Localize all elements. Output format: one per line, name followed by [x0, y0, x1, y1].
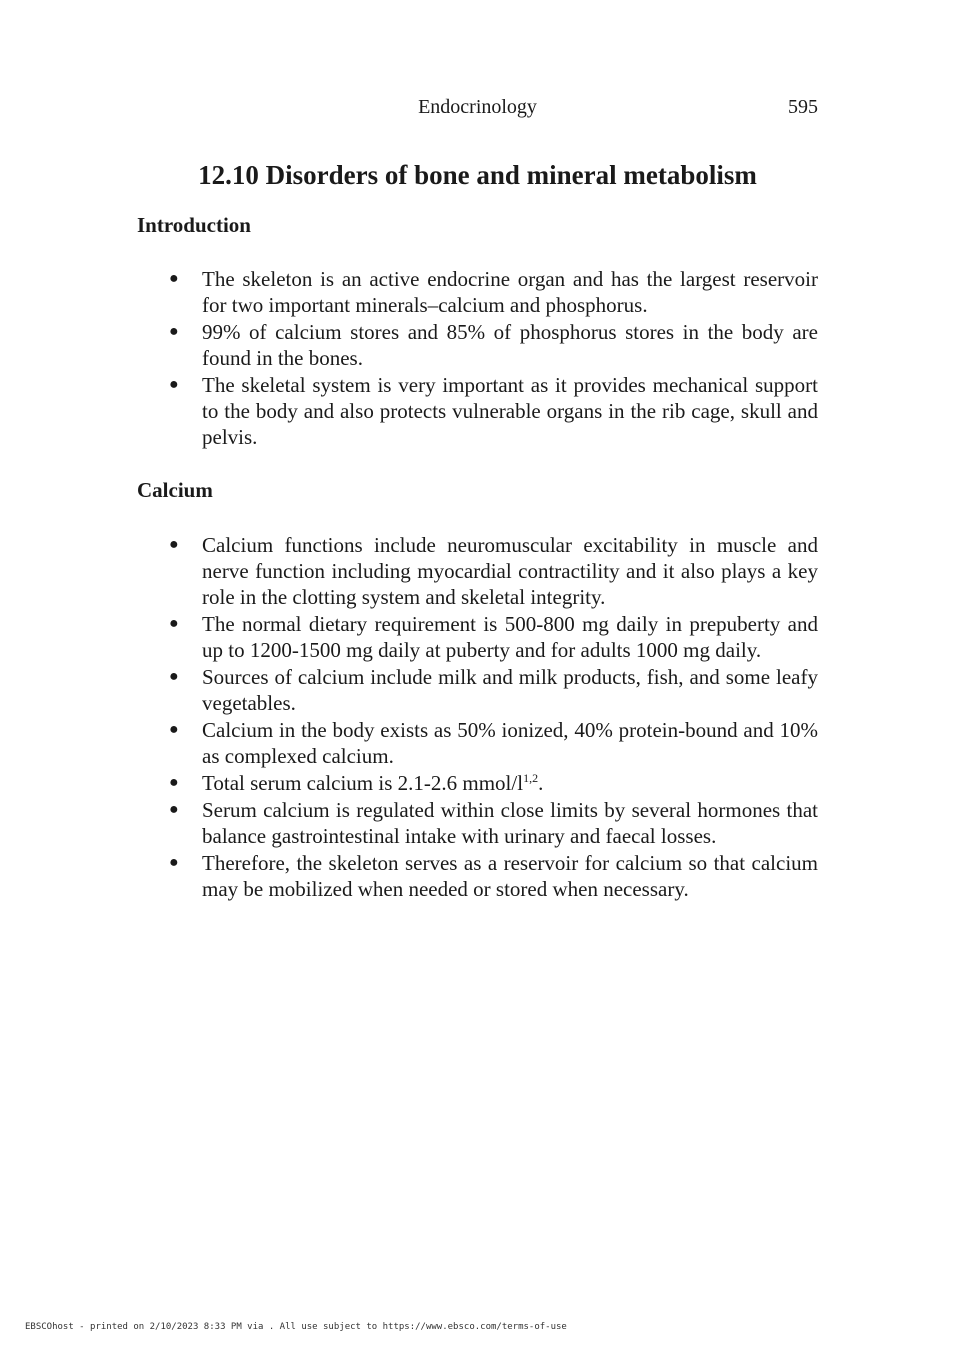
bullet-icon: ● [169, 536, 179, 553]
list-item [165, 850, 818, 902]
list-item-text: Serum calcium is regulated within close limits by several hormones that balance gastrointestinal intake with urinary and faecal losses. [202, 798, 818, 848]
list-item [165, 717, 818, 769]
running-header [137, 96, 818, 122]
page-number: 595 [788, 96, 818, 118]
bullet-icon: ● [169, 721, 179, 738]
bullet-icon: ● [169, 774, 179, 791]
list-item-text: Total serum calcium is 2.1-2.6 mmol/l [202, 771, 524, 795]
bullet-icon: ● [169, 376, 179, 393]
bullet-icon: ● [169, 854, 179, 871]
list-item [165, 319, 818, 371]
list-item-text: The skeletal system is very important as it provides mechanical support to the body and also protects vulnerable organs in the rib cage, skull and pelvis. [202, 373, 818, 449]
bullet-icon: ● [169, 801, 179, 818]
bullet-icon: ● [169, 270, 179, 287]
section-heading-calcium: Calcium [137, 478, 213, 502]
bullet-icon: ● [169, 323, 179, 340]
print-footer: EBSCOhost - printed on 2/10/2023 8:33 PM via . All use subject to https://www.ebsco.com/terms-of-use [25, 1322, 567, 1332]
list-item-text: Therefore, the skeleton serves as a reservoir for calcium so that calcium may be mobilized when needed or stored when necessary. [202, 851, 818, 901]
list-item [165, 266, 818, 318]
list-item [165, 372, 818, 450]
list-item [165, 797, 818, 849]
list-item-text: Sources of calcium include milk and milk products, fish, and some leafy vegetables. [202, 665, 818, 715]
citation-superscript: 1,2 [523, 771, 539, 785]
list-item [165, 664, 818, 716]
list-item-text: The normal dietary requirement is 500-800 mg daily in prepuberty and up to 1200-1500 mg daily at puberty and for adults 1000 mg daily. [202, 612, 818, 662]
calcium-bullet-list [165, 532, 818, 903]
bullet-icon: ● [169, 615, 179, 632]
list-item-text: Calcium functions include neuromuscular excitability in muscle and nerve function including myocardial contractility and it also plays a key role in the clotting system and skeletal integrity. [202, 533, 818, 609]
list-item-text: The skeleton is an active endocrine organ and has the largest reservoir for two important minerals–calcium and phosphorus. [202, 267, 818, 317]
list-item [165, 770, 818, 796]
header-title: Endocrinology [418, 96, 537, 118]
list-item-text: Calcium in the body exists as 50% ionized, 40% protein-bound and 10% as complexed calcium. [202, 718, 818, 768]
section-heading-introduction: Introduction [137, 213, 251, 237]
chapter-title: 12.10 Disorders of bone and mineral metabolism [198, 160, 757, 190]
introduction-bullet-list [165, 266, 818, 451]
list-item [165, 532, 818, 610]
list-item-suffix: . [538, 771, 544, 795]
list-item [165, 611, 818, 663]
list-item-text: 99% of calcium stores and 85% of phosphorus stores in the body are found in the bones. [202, 320, 818, 370]
bullet-icon: ● [169, 668, 179, 685]
